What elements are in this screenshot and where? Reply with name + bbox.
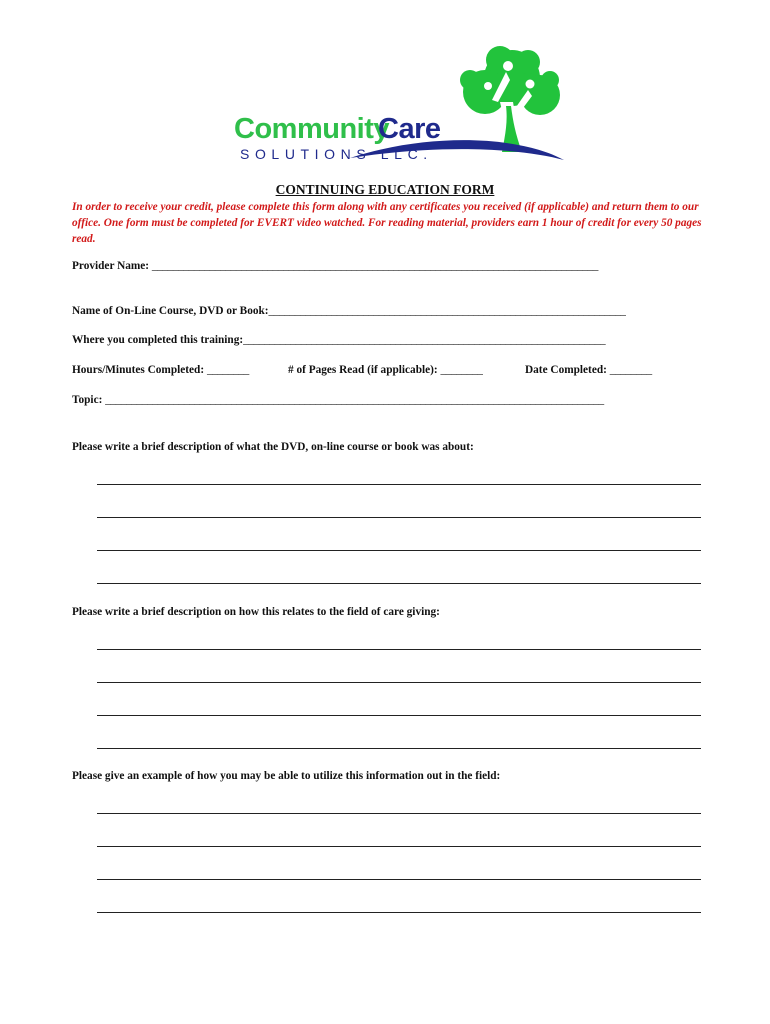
answer-line[interactable]: [97, 583, 701, 584]
logo-subtitle: SOLUTIONS LLC.: [240, 146, 433, 162]
date-field[interactable]: [525, 364, 652, 376]
date-blank[interactable]: ________: [609, 364, 652, 376]
answer-line[interactable]: [97, 715, 701, 716]
course-name-blank[interactable]: ____________________________________________________________________: [268, 305, 626, 317]
location-blank[interactable]: _____________________________________________________________________: [243, 334, 606, 346]
logo-name-part2: Care: [378, 113, 441, 145]
course-name-field[interactable]: [72, 305, 625, 317]
topic-blank[interactable]: _______________________________________________________________________________________________: [105, 394, 604, 406]
answer-line[interactable]: [97, 846, 701, 847]
question-field-example: Please give an example of how you may be able to utilize this information out in the field:: [72, 770, 501, 782]
pages-label: # of Pages Read (if applicable):: [288, 364, 438, 376]
question-dvd-description: Please write a brief description of what the DVD, on-line course or book was about:: [72, 441, 474, 453]
topic-field[interactable]: [72, 394, 604, 406]
provider-name-field[interactable]: [72, 260, 598, 272]
pages-field[interactable]: [288, 364, 483, 376]
question-care-giving-relation: Please write a brief description on how this relates to the field of care giving:: [72, 606, 440, 618]
answer-line[interactable]: [97, 813, 701, 814]
answer-line[interactable]: [97, 879, 701, 880]
pages-blank[interactable]: ________: [440, 364, 483, 376]
form-title: CONTINUING EDUCATION FORM: [275, 182, 495, 197]
location-label: Where you completed this training:: [72, 334, 244, 346]
answer-line[interactable]: [97, 912, 701, 913]
hours-blank[interactable]: ________: [206, 364, 249, 376]
answer-line[interactable]: [97, 517, 701, 518]
course-name-label: Name of On-Line Course, DVD or Book:: [72, 305, 269, 317]
answer-line[interactable]: [97, 748, 701, 749]
answer-line[interactable]: [97, 484, 701, 485]
topic-label: Topic:: [72, 394, 103, 406]
provider-name-label: Provider Name:: [72, 260, 150, 272]
logo-name-part1: Community: [234, 113, 389, 145]
hours-label: Hours/Minutes Completed:: [72, 364, 205, 376]
answer-line[interactable]: [97, 550, 701, 551]
company-logo: [230, 40, 570, 180]
location-field[interactable]: [72, 334, 605, 346]
answer-line[interactable]: [97, 682, 701, 683]
form-instructions: In order to receive your credit, please complete this form along with any certificates you received (if applicable) and return them to our office. One form must be completed for EVERT video watched. For reading material, providers earn 1 hour of credit for every 50 pages read.: [72, 201, 702, 245]
hours-field[interactable]: [72, 364, 249, 376]
provider-name-blank[interactable]: _____________________________________________________________________________________: [151, 260, 599, 272]
tree-logo-icon: [230, 40, 570, 180]
date-label: Date Completed:: [525, 364, 607, 376]
answer-line[interactable]: [97, 649, 701, 650]
